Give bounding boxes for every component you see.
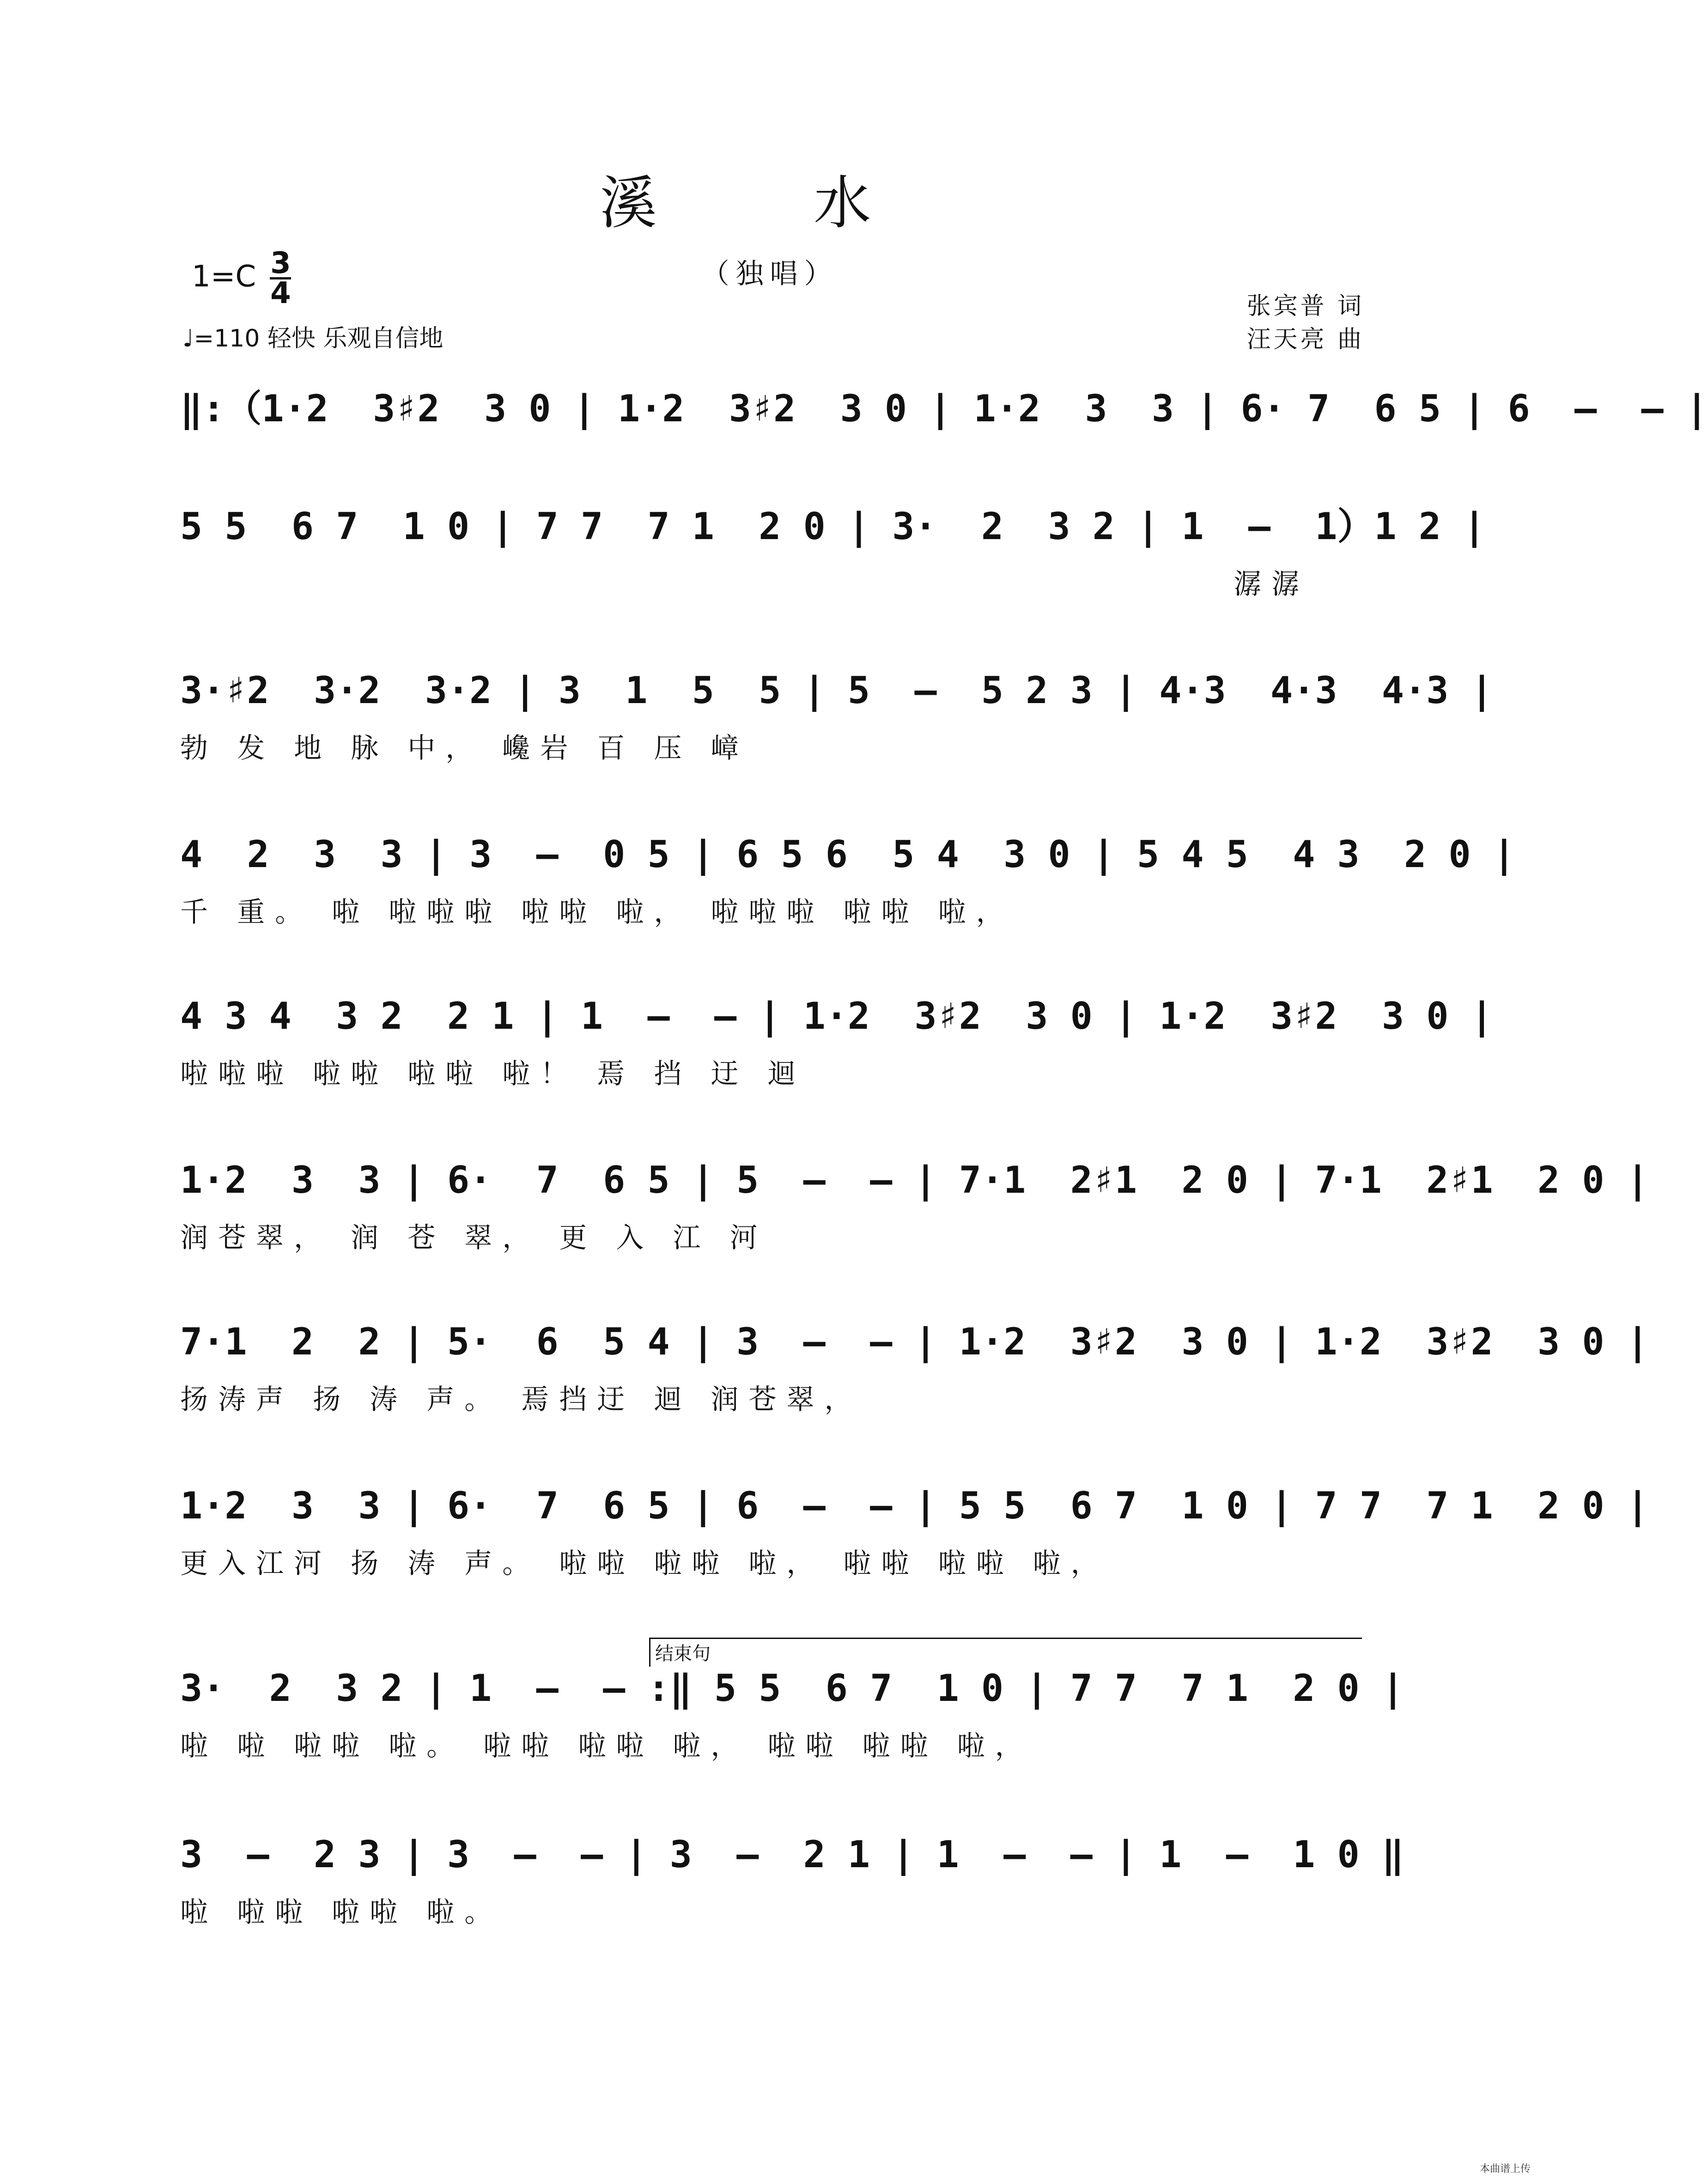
lyrics-line: 扬涛声 扬 涛 声。 焉挡迂 迴 润苍翠， [180, 1384, 863, 1416]
time-signature-top: 3 [270, 246, 291, 280]
score-row-4 [180, 829, 1515, 931]
notation-line: ‖:（1·2 3♯2 3 0 | 1·2 3♯2 3 0 | 1·2 3 3 | 6· 7 6 5 | 6 – – | [180, 387, 1708, 430]
notation-line: 4 2 3 3 | 3 – 0 5 | 6 5 6 5 4 3 0 | 5 4 5 4 3 2 0 | [180, 833, 1515, 876]
key-signature [192, 246, 291, 310]
lyricist-credit: 张宾普 词 [1246, 292, 1364, 320]
notation-line: 7·1 2 2 | 5· 6 5 4 | 3 – – | 1·2 3♯2 3 0 | 1·2 3♯2 3 0 | [180, 1320, 1649, 1363]
key-label: 1=C [192, 260, 256, 294]
lyrics-line: 潺潺 [1234, 568, 1309, 601]
score-row-9 [180, 1663, 1404, 1765]
song-subtitle: （独唱） [701, 258, 839, 290]
ending-bracket [649, 1638, 1362, 1667]
lyrics-line [180, 448, 1363, 485]
composer-credit: 汪天亮 曲 [1246, 326, 1364, 353]
notation-line: 3 – 2 3 | 3 – – | 3 – 2 1 | 1 – – | 1 – 1 0 ‖ [180, 1833, 1404, 1876]
tempo-marking: ♩=110 轻快 乐观自信地 [182, 325, 444, 352]
notation-line: 3·♯2 3·2 3·2 | 3 1 5 5 | 5 – 5 2 3 | 4·3 4·3 4·3 | [180, 669, 1493, 712]
lyrics-line: 啦啦啦 啦啦 啦啦 啦！ 焉 挡 迂 迴 [180, 1058, 806, 1090]
score-row-7 [180, 1317, 1649, 1418]
notation-line: 1·2 3 3 | 6· 7 6 5 | 6 – – | 5 5 6 7 1 0 | 7 7 7 1 2 0 | [180, 1484, 1649, 1527]
score-row-2 [180, 501, 1486, 603]
time-signature-bottom: 4 [270, 276, 291, 310]
lyrics-line: 勃 发 地 脉 中， 巉岩 百 压 嶂 [180, 732, 749, 765]
lyrics-line: 千 重。 啦 啦啦啦 啦啦 啦， 啦啦啦 啦啦 啦， [180, 896, 1014, 929]
notation-line: 5 5 6 7 1 0 | 7 7 7 1 2 0 | 3· 2 3 2 | 1 – 1）1 2 | [180, 505, 1486, 548]
notation-line: 3· 2 3 2 | 1 – – :‖ 5 5 6 7 1 0 | 7 7 7 1 2 0 | [180, 1667, 1404, 1710]
song-title: 溪 水 [599, 170, 941, 237]
time-signature [270, 246, 291, 310]
upload-footer: 本曲谱上传 [1479, 2163, 1531, 2175]
lyrics-line: 更入江河 扬 涛 声。 啦啦 啦啦 啦， 啦啦 啦啦 啦， [180, 1548, 1109, 1580]
score-row-6 [180, 1155, 1649, 1256]
ending-label: 结束句 [655, 1643, 711, 1664]
notation-line: 4 3 4 3 2 2 1 | 1 – – | 1·2 3♯2 3 0 | 1·2 3♯2 3 0 | [180, 995, 1493, 1038]
lyrics-line: 润苍翠， 润 苍 翠， 更 入 江 河 [180, 1222, 768, 1254]
score-row-5 [180, 991, 1493, 1093]
lyrics-line: 啦 啦啦 啦啦 啦。 [180, 1896, 503, 1929]
score-row-1 [180, 383, 1708, 485]
score-row-3 [180, 665, 1493, 767]
score-row-10 [180, 1829, 1404, 1931]
notation-line: 1·2 3 3 | 6· 7 6 5 | 5 – – | 7·1 2♯1 2 0 | 7·1 2♯1 2 0 | [180, 1159, 1649, 1202]
lyrics-line: 啦 啦 啦啦 啦。 啦啦 啦啦 啦， 啦啦 啦啦 啦， [180, 1730, 1033, 1762]
score-row-8 [180, 1481, 1649, 1582]
